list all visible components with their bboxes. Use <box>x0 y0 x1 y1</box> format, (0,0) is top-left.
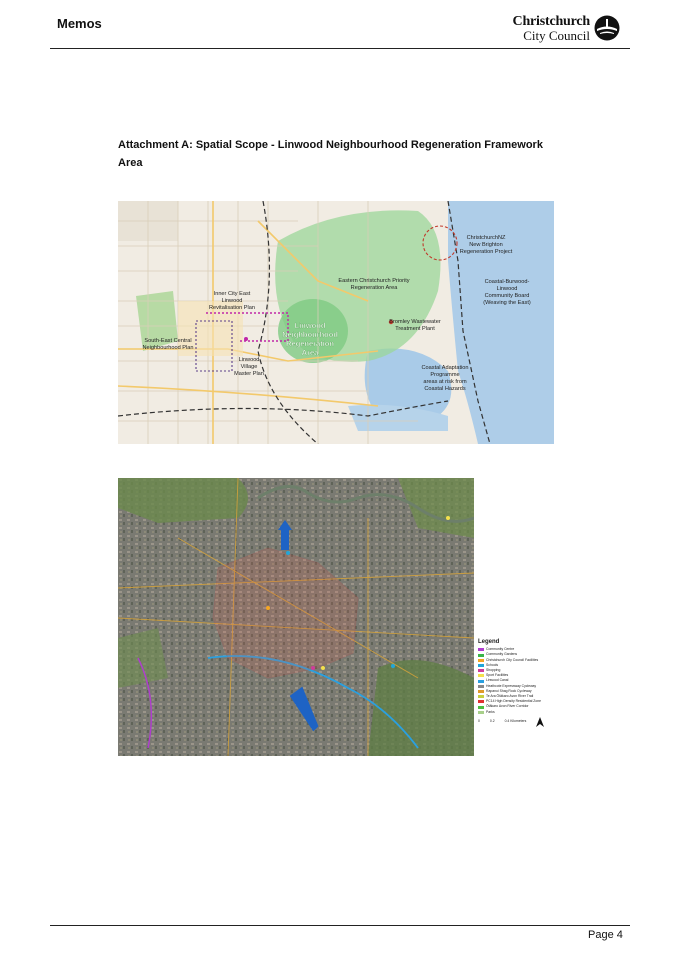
legend-label: Shopping <box>486 668 501 673</box>
label-coastal-adaptation-1: Coastal Adaptation <box>421 365 469 371</box>
legend-label: Community Centre <box>486 647 515 652</box>
label-eastern-1: Eastern Christchurch Priority <box>338 278 410 284</box>
legend-swatch <box>478 648 484 651</box>
label-bromley-1: Bromley Wastewater <box>389 319 441 325</box>
legend-label: Schools <box>486 662 499 667</box>
legend-swatch <box>478 706 484 709</box>
label-linwood-village-3: Master Plan <box>234 371 264 377</box>
label-linwood-nra-1: Linwood <box>294 321 326 330</box>
legend-label: Sport Facilities <box>486 673 509 678</box>
legend-label: Heathcote Expressway Cycleway <box>486 683 537 688</box>
legend-swatch <box>478 711 484 714</box>
label-eastern-2: Regeneration Area <box>350 285 398 291</box>
legend-swatch <box>478 669 484 672</box>
legend-label: PC14 High Density Residential Zone <box>486 699 542 704</box>
logo-line2: City Council <box>523 28 590 43</box>
legend-swatch <box>478 700 484 703</box>
label-inner-city-2: Linwood <box>221 298 243 304</box>
label-coastal-adaptation-3: areas at risk from <box>423 379 467 385</box>
label-christchurchnz-1: ChristchurchNZ <box>466 235 506 241</box>
legend-label: Christchurch City Council Facilities <box>486 657 539 662</box>
label-coastal-burwood-2: Linwood <box>496 286 518 292</box>
label-coastal-adaptation-4: Coastal Hazards <box>424 386 466 392</box>
label-linwood-nra-2: Neighbourhood <box>282 330 338 339</box>
scale-1: 0.2 <box>489 719 495 724</box>
label-inner-city-1: Inner City East <box>213 291 251 297</box>
label-linwood-village-2: Village <box>240 364 258 370</box>
legend-swatch <box>478 659 484 662</box>
legend-scale <box>478 717 558 727</box>
label-coastal-burwood-4: (Weaving the East) <box>483 300 531 306</box>
legend-swatch <box>478 695 484 698</box>
legend-title: Legend <box>478 639 500 645</box>
label-coastal-burwood-1: Coastal-Burwood- <box>484 279 530 285</box>
header-title: Memos <box>57 16 102 31</box>
legend-label: Rapanui Shag Rock Cycleway <box>486 688 532 693</box>
map-legend <box>478 640 558 758</box>
legend-swatch <box>478 680 484 683</box>
label-inner-city-3: Revitalisation Plan <box>208 305 256 311</box>
label-linwood-nra-3: Regeneration <box>286 339 334 348</box>
legend-swatch <box>478 674 484 677</box>
legend-swatch <box>478 685 484 688</box>
page-number: Page 4 <box>588 929 623 941</box>
label-south-east-2: Neighbourhood Plan <box>142 345 194 351</box>
legend-swatch <box>478 664 484 667</box>
label-bromley-2: Treatment Plant <box>395 326 435 332</box>
legend-item <box>478 710 558 715</box>
label-coastal-adaptation-2: Programme <box>430 372 460 378</box>
council-emblem-icon <box>594 15 620 41</box>
legend-label: Te Ara Ōtākaro Avon River Trail <box>486 694 534 699</box>
label-christchurchnz-3: Regeneration Project <box>459 249 513 255</box>
north-arrow-icon <box>536 717 544 727</box>
aerial-map <box>118 478 474 756</box>
scale-2: 0.4 Kilometers <box>504 719 527 724</box>
label-christchurchnz-2: New Brighton <box>469 242 503 248</box>
header-rule <box>50 48 630 49</box>
label-coastal-burwood-3: Community Board <box>484 293 530 299</box>
council-logo <box>512 14 620 44</box>
legend-label: Linwood Canal <box>486 678 509 683</box>
legend-label: Ōtākaro Avon River Corridor <box>486 704 529 709</box>
label-south-east-1: South-East Central <box>144 338 192 344</box>
legend-swatch <box>478 690 484 693</box>
attachment-title: Attachment A: Spatial Scope - Linwood Neighbourhood Regeneration Framework Area <box>118 139 543 169</box>
label-linwood-nra-4: Area <box>301 348 319 357</box>
legend-swatch <box>478 654 484 657</box>
scale-0: 0 <box>478 719 480 724</box>
legend-label: Community Gardens <box>486 652 518 657</box>
label-linwood-village-1: Linwood <box>238 357 260 363</box>
spatial-scope-map <box>118 201 554 444</box>
legend-label: Parks <box>486 709 495 714</box>
logo-line1: Christchurch <box>512 14 590 29</box>
footer-rule <box>50 925 630 926</box>
